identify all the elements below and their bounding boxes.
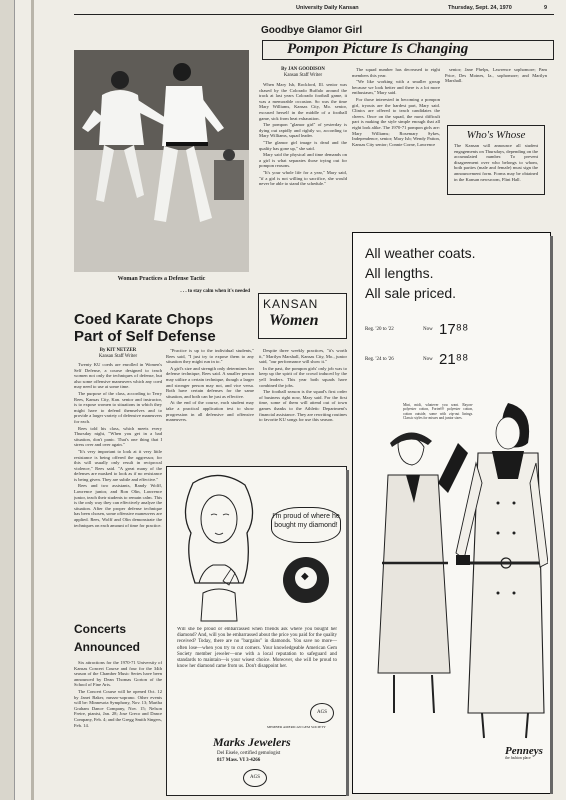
karate-headline — [74, 311, 254, 345]
karate-column-1 — [74, 362, 162, 602]
paper-name: University Daily Kansan — [296, 5, 359, 11]
paragraph: Despite three weekly practices, "it's worth it," Marilyn Marshall, Kansas City, Mo., junior said, "our performance will show it." — [259, 348, 347, 365]
karate-author-title: Kansan Staff Writer — [98, 353, 138, 359]
paragraph: Rees and two assistants, Randy Wolff, Lawrence junior, and Ron Olin, Lawrence junior, teach their students to remain calm. This is the only way they can effectively analyze the situation. After the proper defense technique has been chosen, some offensive maneuvers are applied. Rees, Wolff and Olin demonstrate the techniques on each amount of time for practice. — [74, 483, 162, 528]
paragraph: When Mary Isb, Rockford, Ill. senior was chased by the Colorado Buffalo around the track at last years Colorado football game, it was a memorable occasion. So was the time Mary Williams, Kansas City, Mo. senior, excused herself in the middle of a football game, sick from heat exhaustion. — [259, 82, 347, 121]
paragraph: "It's very important to look at it very little resistance is being offered the aggressor, for this will usually only result in reciprocal violence," Rees said. "A great many of the defenses are masked to look as if no resistance is being given. They are subtle and effective." — [74, 448, 162, 482]
pompon-column-3 — [445, 67, 547, 103]
logo-line-2: Women — [269, 312, 319, 329]
paragraph: In the past, the pompon girls' only job was to keep up the spirit of the crowd induced by the yell leaders. This year both squads have combined the jobs. — [259, 365, 347, 388]
paragraph: A girl's size and strength only determines her defense technique, Rees said. A smaller person may utilize a certain technique, though a larger and stronger person may not, and vice versa. Both have certain defenses for the same situation, and both can be just as effective. — [166, 365, 254, 399]
page-left-margin — [0, 0, 15, 800]
kicker-headline: Goodbye Glamor Girl — [261, 25, 363, 36]
photo-caption: Woman Practices a Defense Tactic — [117, 276, 206, 282]
paragraph: The football season is the squad's first order of business right now, Mary said. For the first time, some of them will attend out of town games thanks to the Athletic Department's financial assistance. They are rewriting routines to favorite KU songs for use this season. — [259, 389, 347, 423]
karate-headline-line-1: Coed Karate Chops — [74, 311, 214, 328]
ags-seal: AGS — [243, 769, 267, 787]
karate-photo — [74, 50, 249, 272]
price-reg-2: Reg. '24 to '26 — [365, 357, 394, 362]
issue-date: Thursday, Sept. 24, 1970 — [448, 5, 512, 11]
paragraph: Rees told his class, which meets every Thursday night, "When you get in a bad situation, don't panic. That's one thing that I stress over and over again." — [74, 425, 162, 448]
paragraph: Twenty KU coeds are enrolled in Women's Self Defense, a course designed to teach women not only the techniques of defense, but also some offensive maneuvers which any coed may need to use at some time. — [74, 362, 162, 390]
pompon-continued — [259, 348, 347, 438]
pompon-author-title: Kansan Staff Writer — [283, 72, 323, 78]
paragraph: The pompon "glamor girl" of yesterday is dying out rapidly and rightly so, according to Mary Williams, squad leader. — [259, 122, 347, 139]
kansas-women-logo — [258, 293, 347, 339]
penneys-logo-tagline: the fashion place — [505, 756, 531, 760]
marks-jewelers-name: Marks Jewelers — [213, 735, 291, 749]
paragraph: At the end of the course, each student may take a practical application test to show progression in all defensive and offensive maneuvers. — [166, 400, 254, 423]
paragraph: For those interested in becoming a pompon girl, tryouts are the hardest part, Mary said. Clinics are offered to teach candidates the cheers. Once on the squad, the most difficult part is making the style simple enough that all eight look alike. The 1970-71 pompon girls are: Mary Williams; Rosemary Sykes, Independence, senior; Mary Isb; Wendy Patton, Kansas City senior; Connie Corne, Lawrence — [352, 96, 440, 147]
price-now-2: 21⁸⁸ — [439, 351, 469, 368]
paragraph: The squad number has decreased to eight members this year. — [352, 67, 440, 78]
penneys-fine-print: Mini, midi, whatever you want. Rayon-polyester cotton, Fortrel® polyester cotton, cotton outside, some with zip-out linings. Classic styles for misses and junior sizes. — [403, 403, 473, 421]
ad-shadow — [346, 470, 349, 796]
binding-strip — [31, 0, 34, 800]
woman-illustration — [173, 473, 265, 623]
pompon-column-1 — [259, 82, 347, 296]
penneys-logo-word: Penneys — [505, 745, 543, 757]
headline-line-2: All lengths. — [365, 265, 434, 281]
price-now-label-1: Now — [423, 327, 433, 332]
price-now-1: 17⁸⁸ — [439, 321, 469, 338]
masthead-rule — [74, 14, 554, 15]
marks-ad-body: Will she be proud or embarrassed when friends ask where you bought her diamond? And, will you be embarrassed about the price you paid for the quality received? Today, there are no "bargains" in diamonds. You save no more—often lose—when you try to cut corners. Your knowledgeable American Gem Society member jeweler—one with a local reputation to safeguard and standards to maintain—is your wisest choice. Moreover, she will be proud to know her diamond came from us. Don't disappoint her. — [177, 627, 337, 670]
paragraph: Mary said the physical and time demands on a girl is what separates those trying out for pompon reasons. — [259, 152, 347, 169]
paragraph: senior; Jane Phelps, Lawrence sophomore; Pam Price, Des Moines, Ia., sophomore; and Marilyn Marshall. — [445, 67, 547, 84]
price-now-label-2: Now — [423, 357, 433, 362]
whos-whose-title: Who's Whose — [466, 129, 526, 141]
headline-line-1: All weather coats. — [365, 245, 476, 261]
whos-whose-text: The Kansan will announce all student engagements on Thursdays, depending on the accumulated number. To prevent disagreement over who belongs to whom, both parties (male and female) must sign the announcement form. Forms may be obtained in the Kansan newsroom, Flint Hall. — [454, 143, 538, 182]
paragraph: The Concert Course will be opened Oct. 12 by Janet Baker, mezzo-soprano. Other events will be: Minnesota Symphony, Nov. 13; Martha Graham Dance Company, Nov. 15; Nelson Freire, pianist, Jan. 28; Jose Greco and Dance Company, Feb. 4; and the Gregg Smith Singers, Feb. 14. — [74, 688, 162, 728]
coat-models-illustration — [358, 383, 548, 743]
karate-headline-line-2: Part of Self Defense — [74, 328, 216, 345]
diamond-seal — [283, 557, 329, 603]
paragraph: Six attractions for the 1970-71 University of Kansas Concert Course and four for the 34th season of the Chamber Music Series have been announced by Dean Thomas Gorton of the School of Fine Arts. — [74, 660, 162, 688]
headline-line-3: All sale priced. — [365, 285, 457, 301]
karate-column-2 — [166, 348, 254, 458]
paragraph: The purpose of the class, according to Terry Rees, Kansas City, Kan. senior and instructor, is to expose women to situations in which they might have to defend themselves and to provide a larger variety of defensive maneuvers for each. — [74, 390, 162, 424]
pompon-byline — [259, 67, 347, 78]
concerts-headline-line-2: Announced — [74, 640, 140, 654]
diamond-icon: ◆ — [301, 571, 309, 582]
pompon-author: By JAN GOODISON — [281, 67, 325, 72]
concerts-headline — [74, 620, 162, 656]
marks-address: 817 Mass. VI 3-4266 — [217, 758, 261, 763]
marks-gemologist: Del Eisele, certified gemologist — [217, 751, 281, 756]
paragraph: "It's your whole life for a year," Mary said, "if a girl is not willing to sacrifice, she would never be able to stand the schedule." — [259, 169, 347, 187]
speech-bubble: I'm proud of where he bought my diamond! — [271, 507, 341, 543]
penneys-ad — [352, 232, 551, 794]
paragraph: "The glamor girl image is dead and the quality has gone up," she said. — [259, 139, 347, 151]
ags-society-label: MEMBER AMERICAN GEM SOCIETY — [267, 725, 326, 729]
price-reg-1: Reg. '20 to '22 — [365, 327, 394, 332]
ad-shadow-right — [550, 236, 553, 794]
logo-line-1: KANSAN — [263, 297, 319, 311]
photo-caption-tail: . . . to stay calm when it's needed — [180, 289, 250, 294]
ags-seal-small: AGS — [310, 703, 334, 723]
paragraph: "Practice is up to the individual students," Rees said, "I just try to expose them to any situation they might run in to." — [166, 348, 254, 365]
concerts-body — [74, 660, 162, 794]
whos-whose-box — [447, 125, 545, 195]
karate-author: By KIT NETZER — [99, 348, 137, 353]
marks-jewelers-ad — [166, 466, 347, 796]
page-number: 9 — [544, 5, 548, 11]
pompon-headline: Pompon Picture Is Changing — [287, 41, 469, 57]
karate-byline — [74, 348, 162, 359]
concerts-headline-line-1: Concerts — [74, 622, 127, 636]
penneys-logo — [505, 745, 541, 771]
karate-photo-image — [74, 50, 249, 272]
paragraph: "We like working with a smaller group because we look better and there is a lot more enthusiasm," Mary said. — [352, 79, 440, 96]
penneys-headline — [365, 243, 476, 303]
